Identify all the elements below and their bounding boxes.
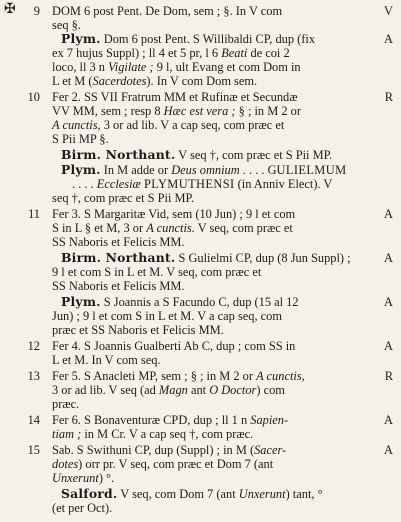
day-number: 9 (33, 4, 40, 18)
day-number: 11 (28, 207, 40, 221)
entry-line: Sab. S Swithuni CP, dup (Suppl) ; in M (Sacer- (52, 443, 287, 457)
day-number: 12 (27, 339, 40, 353)
entry-line: Plym. Dom 6 post Pent. S Willibaldi CP, dup (fix (61, 31, 316, 46)
diocese-label: Birm. Northant. (61, 250, 176, 265)
diocese-label: Plym. (61, 294, 101, 309)
entry-line: seq §. (52, 18, 81, 32)
entry-line: Plym. S Joannis a S Facundo C, dup (15 al 12 (61, 294, 299, 309)
entry-line: Fer 4. S Joannis Gualberti Ab C, dup ; com SS in (52, 339, 296, 353)
entry-line: Plym. In M adde or Deus omnium . . . . GULIELMUM (61, 162, 347, 177)
entry-line: . . . . Ecclesiæ PLYMUTHENSI (in Anniv Elect). V (72, 177, 333, 191)
office-code: A (384, 443, 393, 457)
day-number: 14 (27, 413, 40, 427)
office-code: A (384, 339, 393, 353)
entry-line: Fer 2. SS VII Fratrum MM et Rufinæ et Secundæ (52, 90, 298, 104)
entry-line: (et per Oct). (52, 501, 113, 515)
office-code: A (384, 413, 393, 427)
entry-line: præc. (52, 397, 80, 411)
entry-line: loco, ll 3 n Vigilate ; 9 l, ult Evang et com Dom in (52, 60, 301, 74)
entry-line: Unxerunt) °. (52, 471, 115, 485)
entry-line: 9 l et com S in L et M. V seq, com præc et (52, 265, 262, 279)
entry-line: tiam ; in M Cr. V a cap seq †, com præc. (52, 427, 254, 441)
office-code: A (384, 251, 393, 265)
entry-line: Birm. Northant. S Gulielmi CP, dup (8 Jun Suppl) ; (61, 250, 351, 265)
office-code: R (384, 369, 393, 383)
entry-line: Fer 5. S Anacleti MP, sem ; § ; in M 2 or A cunctis, (52, 369, 305, 383)
entry-line: DOM 6 post Pent. De Dom, sem ; §. In V com (52, 4, 283, 18)
office-code: A (384, 207, 393, 221)
diocese-label: Plym. (61, 31, 101, 46)
entry-line: SS Naboris et Felicis MM. (52, 279, 185, 293)
entry-line: Birm. Northant. V seq †, com præc et S Pii MP. (61, 147, 333, 162)
entry-line: Jun) ; 9 l et com S in L et M. V a cap seq, com (52, 309, 282, 323)
day-number: 10 (27, 90, 40, 104)
diocese-label: Birm. Northant. (61, 147, 176, 162)
entry-line: Fer 3. S Margaritæ Vid, sem (10 Jun) ; 9 l et com (52, 207, 296, 221)
office-code: V (384, 4, 393, 18)
day-number: 13 (27, 369, 40, 383)
entry-line: Salford. V seq, com Dom 7 (ant Unxerunt) tant, ° (61, 486, 323, 501)
office-code: A (384, 295, 393, 309)
entry-line: A cunctis, 3 or ad lib. V a cap seq, com præc et (52, 118, 285, 132)
entry-line: ex 7 hujus Suppl) ; ll 4 et 5 pr, l 6 Beati de coi 2 (52, 46, 290, 60)
office-code: A (384, 32, 393, 46)
cross-icon: ✠ (4, 2, 16, 17)
entry-line: VV MM, sem ; resp 8 Hæc est vera ; § ; in M 2 or (52, 104, 301, 118)
office-code: R (384, 90, 393, 104)
diocese-label: Salford. (61, 486, 118, 501)
entry-line: præc et SS Naboris et Felicis MM. (52, 323, 224, 337)
entry-line: L et M (Sacerdotes). In V com Dom sem. (52, 74, 258, 88)
entry-line: seq †, com præc et S Pii MP. (52, 191, 195, 205)
entry-line: 3 or ad lib. V seq (ad Magn ant O Doctor) com (52, 383, 285, 397)
entry-line: L et M. In V com seq. (52, 353, 161, 367)
entry-line: S Pii MP §. (52, 132, 109, 146)
entry-line: Fer 6. S Bonaventuræ CPD, dup ; ll 1 n Sapien- (52, 413, 289, 427)
day-number: 15 (27, 443, 40, 457)
entry-line: S in L § et M, 3 or A cunctis. V seq, com præc et (52, 221, 293, 235)
entry-line: SS Naboris et Felicis MM. (52, 235, 185, 249)
entry-line: dotes) orr pr. V seq, com præc et Dom 7 (ant (52, 457, 274, 471)
diocese-label: Plym. (61, 162, 101, 177)
